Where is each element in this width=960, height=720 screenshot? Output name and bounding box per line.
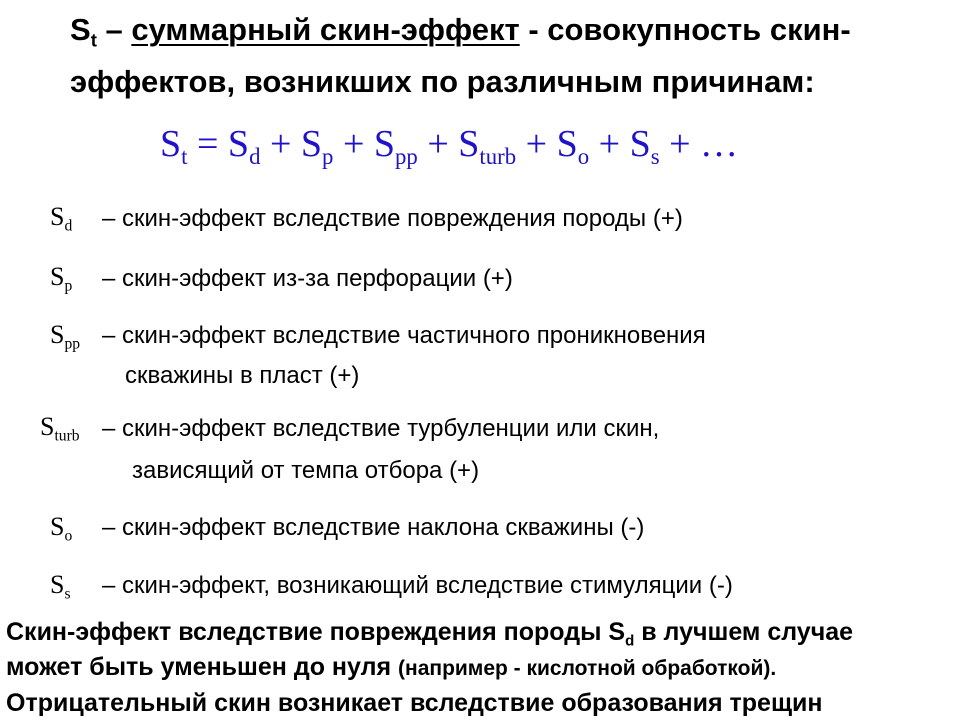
- formula-term-sub: pp: [395, 143, 418, 169]
- formula-term-sub: d: [249, 143, 261, 169]
- def-so-symbol: $S_o$: [50, 512, 73, 545]
- formula-operator: +: [333, 123, 374, 165]
- def-spp-text-2: скважины в пласт (+): [125, 362, 360, 389]
- title-dash: –: [96, 12, 132, 47]
- formula-term-d: S: [227, 123, 250, 165]
- formula-operator: +: [589, 123, 630, 165]
- formula-term-t: S: [160, 123, 182, 165]
- formula-term-p: S: [300, 123, 323, 165]
- note-line-2: может быть уменьшен до нуля (например - кислотной обработкой).: [6, 653, 777, 681]
- title-symbol-sub: t: [90, 29, 97, 51]
- note-line-1: Скин-эффект вследствие повреждения породы $S_d$ в лучшем случае: [6, 618, 854, 650]
- formula-term-o: S: [556, 123, 578, 165]
- slide-title-line2: эффектов, возникших по различным причинам:: [70, 64, 815, 99]
- skin-formula: [160, 122, 739, 169]
- formula-operator: +: [417, 123, 459, 165]
- def-ss-text: – скин-эффект, возникающий вследствие стимуляции (-): [102, 572, 733, 599]
- def-sturb-text: – скин-эффект вследствие турбуленции или скин,: [102, 415, 660, 442]
- def-sd-text: – скин-эффект вследствие повреждения породы (+): [102, 205, 683, 232]
- def-sp-symbol: $S_p$: [50, 262, 73, 295]
- def-sturb-text-2: зависящий от темпа отбора (+): [132, 457, 480, 484]
- formula-tail: …: [700, 123, 739, 165]
- formula-operator: =: [187, 123, 228, 165]
- title-term: суммарный скин-эффект: [131, 12, 520, 47]
- def-sturb-symbol: $S_{turb}$: [40, 412, 80, 445]
- formula-term-sub: p: [322, 143, 334, 169]
- formula-terms: [160, 123, 701, 169]
- title-symbol: S: [70, 12, 91, 47]
- note-line-3: Отрицательный скин возникает вследствие образования трещин: [6, 689, 823, 717]
- formula-term-pp: S: [373, 123, 396, 165]
- def-spp-text: – скин-эффект вследствие частичного проникновения: [102, 322, 706, 349]
- title-rest: - совокупность скин-: [519, 12, 851, 47]
- def-spp-symbol: $S_{pp}$: [50, 320, 81, 353]
- formula-operator: +: [516, 123, 557, 165]
- def-so-text: – скин-эффект вследствие наклона скважины (-): [102, 514, 645, 541]
- formula-term-sub: o: [577, 143, 590, 169]
- formula-term-s: S: [629, 123, 651, 165]
- formula-term-sub: t: [181, 143, 188, 169]
- formula-operator: +: [260, 123, 301, 165]
- formula-term-sub: s: [650, 143, 660, 169]
- formula-term-turb: S: [458, 123, 480, 165]
- def-ss-symbol: $S_s$: [50, 570, 71, 603]
- formula-operator: +: [659, 123, 701, 165]
- def-sp-text: – скин-эффект из-за перфорации (+): [102, 265, 513, 292]
- formula-term-sub: turb: [479, 143, 517, 169]
- slide-title: [70, 12, 851, 51]
- def-sd-symbol: $S_d$: [50, 202, 73, 235]
